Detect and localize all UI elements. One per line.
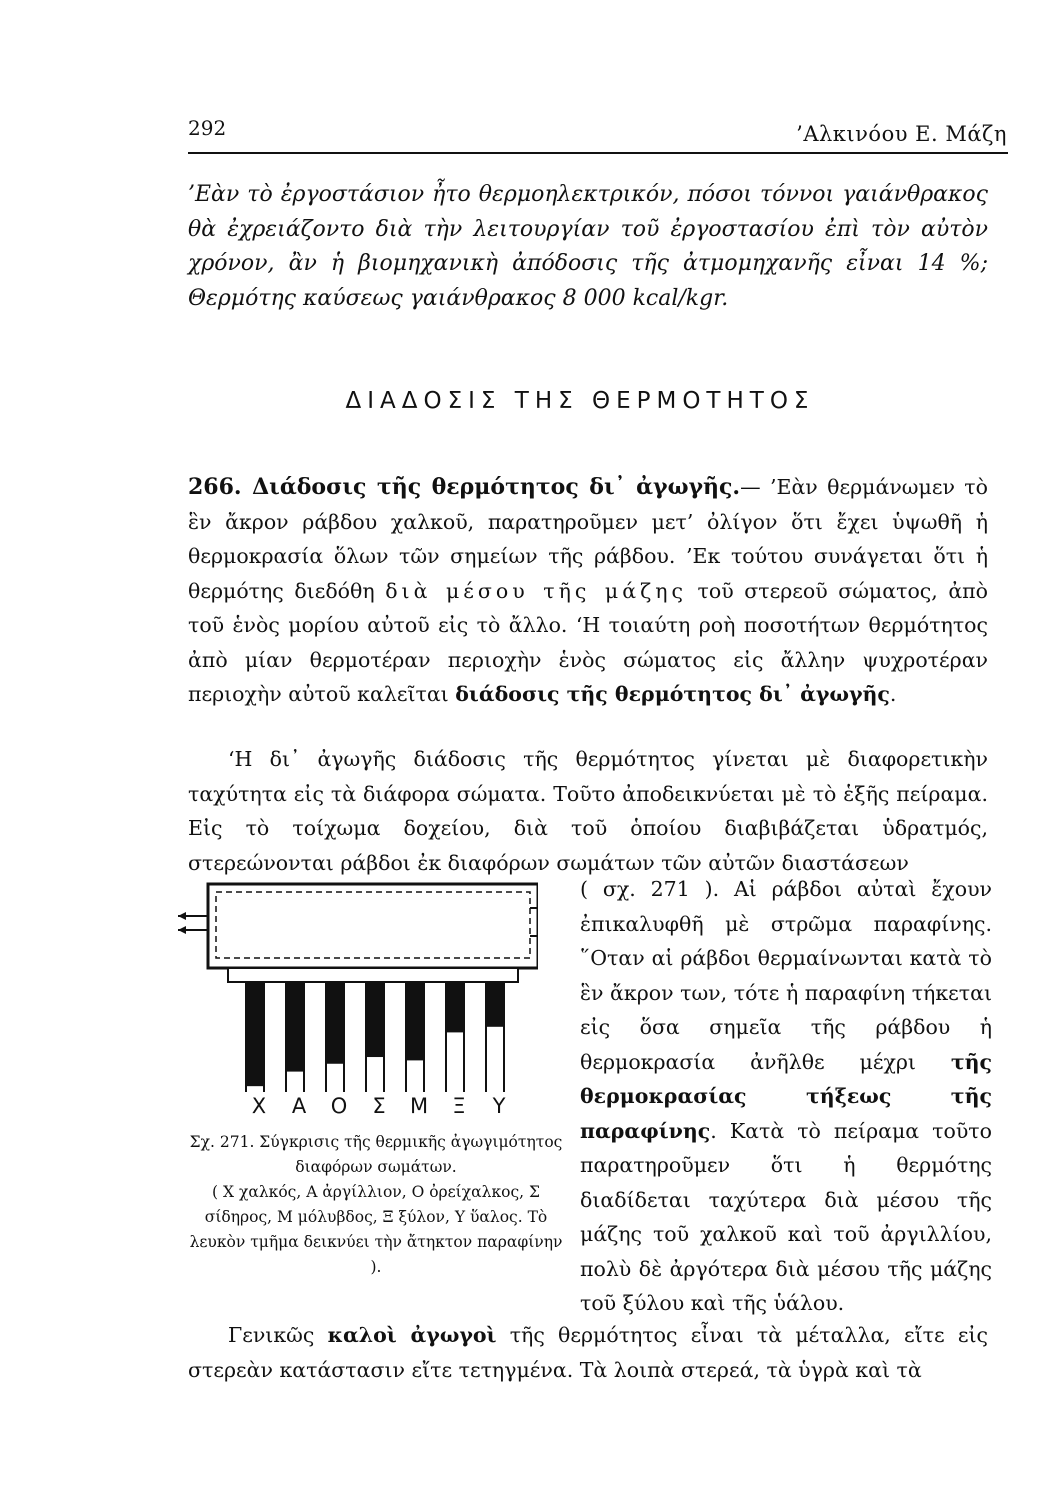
rod-label: Ο — [330, 1094, 348, 1118]
rod-label: Ξ — [452, 1094, 466, 1118]
rod-melted-section — [286, 982, 304, 1072]
paragraph-heading: 266. Διάδοσις τῆς θερμότητος δι᾽ ἀγωγῆς. — [188, 474, 741, 500]
figure-271 — [178, 872, 538, 1092]
paragraph-4 — [188, 1318, 988, 1387]
header-rule — [188, 152, 1008, 154]
paragraph-4-bold: καλοὶ ἀγωγοὶ — [327, 1323, 497, 1347]
rod-melted-section — [486, 982, 504, 1027]
figure-caption — [186, 1130, 566, 1280]
paragraph-4-text-1: Γενικῶς — [228, 1323, 328, 1347]
paragraph-3-bold: τῆς θερμοκρασίας τήξεως τῆς παραφίνης — [580, 1049, 992, 1143]
rods-group — [246, 982, 504, 1092]
exercise-text: ’Εὰν τὸ ἐργοστάσιον ἦτο θερμοηλεκτρικόν, πόσοι τόννοι γαιάνθρακος θὰ ἐχρειάζοντο διὰ τὴν λειτουργίαν τοῦ ἐργοστασίου ἐπὶ τὸν αὐτὸν χρόνον, ἂν ἡ βιομηχανικὴ ἀπόδοσις τῆς ἀτμομηχανῆς εἶναι 14 %; Θερμότης καύσεως γαιάνθρακος 8 000 — [188, 182, 988, 311]
definition-term: διάδοσις τῆς θερμότητος δι᾽ ἀγωγῆς — [455, 682, 890, 706]
caption-legend: ( Χ χαλκός, Α ἀργίλλιον, Ο ὀρείχαλκος, Σ σίδηρος, Μ μόλυβδος, Ξ ξύλον, Υ ὕαλος. Τὸ λευκὸν τμῆμα δεικνύει τὴν ἄτηκτον παραφίνην ). — [189, 1183, 563, 1276]
vessel-wall — [228, 968, 518, 982]
rod-label: Α — [291, 1094, 307, 1118]
rod-label: Χ — [251, 1094, 267, 1118]
rod-melted-section — [446, 982, 464, 1032]
arrow-icon — [178, 926, 186, 934]
section-title: ΔΙΑΔΟΣΙΣ ΤΗΣ ΘΕΡΜΟΤΗΤΟΣ — [345, 388, 815, 414]
paragraph-4-text-2: τῆς θερμότητος εἶναι τὰ μέταλλα, εἴτε εἰς στερεὰν κατάστασιν εἴτε τετηγμένα. Τὰ λοιπὰ στερεά, τὰ ὑγρὰ καὶ τὰ — [188, 1323, 988, 1382]
paragraph-3 — [580, 872, 992, 1321]
paragraph-text-2: τοῦ στερεοῦ σώματος, ἀπὸ τοῦ ἑνὸς μορίου αὐτοῦ εἰς τὸ ἄλλο. ‘Η τοιαύτη ροὴ ποσοτήτων θερμότητος ἀπὸ μίαν θερμοτέραν περιοχὴν ἑνὸς σώματος εἰς ἄλλην ψυχροτέραν περιοχὴν αὐτοῦ καλεῖται — [188, 578, 988, 706]
paragraph-2: ‘Η δι᾽ ἀγωγῆς διάδοσις τῆς θερμότητος γίνεται μὲ διαφορετικὴν ταχύτητα εἰς τὰ διάφορα σώματα. Τοῦτο ἀποδεικνύεται μὲ τὸ ἑξῆς πείραμα. Εἰς τὸ τοίχωμα δοχείου, διὰ τοῦ ὁποίου διαβιβάζεται ὑδρατμός, στερεώνονται ράβδοι ἐκ διαφόρων σωμάτων τῶν αὐτῶν διαστάσεων — [188, 747, 988, 875]
rod-melted-section — [366, 982, 384, 1057]
rod-melted-section — [406, 982, 424, 1060]
caption-title: Σχ. 271. Σύγκρισις τῆς θερμικῆς ἀγωγιμότητος διαφόρων σωμάτων. — [189, 1133, 563, 1176]
paragraph-text-3: . — [889, 682, 897, 706]
paragraph-3-text-2: . Κατὰ τὸ πείραμα τοῦτο παρατηροῦμεν ὅτι ἡ θερμότης διαδίδεται ταχύτερα διὰ μέσου τῆς μάζης τοῦ χαλκοῦ καὶ τοῦ ἀργιλλίου, πολὺ δὲ ἀργότερα διὰ μέσου τῆς μάζης τοῦ ξύλου καὶ τῆς ὑάλου. — [580, 1118, 992, 1315]
paragraph-266 — [188, 470, 988, 712]
exercise-paragraph — [188, 178, 988, 316]
rod-melted-section — [246, 982, 264, 1086]
paragraph-text-1: — ’Εὰν θερμάνωμεν τὸ ἓν ἄκρον ράβδου χαλκοῦ, παρατηροῦμεν μετ’ ὀλίγον ὅτι ἔχει ὑψωθῆ ἡ θερμοκρασία ὅλων τῶν σημείων τῆς ράβδου. ’Εκ τούτου συνάγεται ὅτι ἡ θερμότης διεδόθη — [188, 475, 988, 603]
steam-vessel — [208, 884, 538, 968]
paragraph-3-text-1: ( σχ. 271 ). Αἱ ράβδοι αὐταὶ ἔχουν ἐπικαλυφθῆ μὲ στρῶμα παραφίνης. ῞Οταν αἱ ράβδοι θερμαίνωνται κατὰ τὸ ἓν ἄκρον των, τότε ἡ παραφίνη τήκεται εἰς ὅσα σημεῖα τῆς ράβδου ἡ θερμοκρασία ἀνῆλθε μέχρι — [580, 877, 992, 1074]
running-title: ’Αλκινόου Ε. Μάζη — [796, 122, 1007, 146]
rod-label: Υ — [492, 1094, 506, 1118]
rod-label: Μ — [409, 1094, 429, 1118]
exercise-unit: kcal/kgr. — [632, 285, 729, 311]
page-number: 292 — [188, 116, 227, 140]
arrow-icon — [178, 912, 186, 920]
spaced-emphasis: διὰ μέσου τῆς μάζης — [385, 578, 687, 603]
rod-label: Σ — [372, 1094, 386, 1118]
rod-melted-section — [326, 982, 344, 1064]
